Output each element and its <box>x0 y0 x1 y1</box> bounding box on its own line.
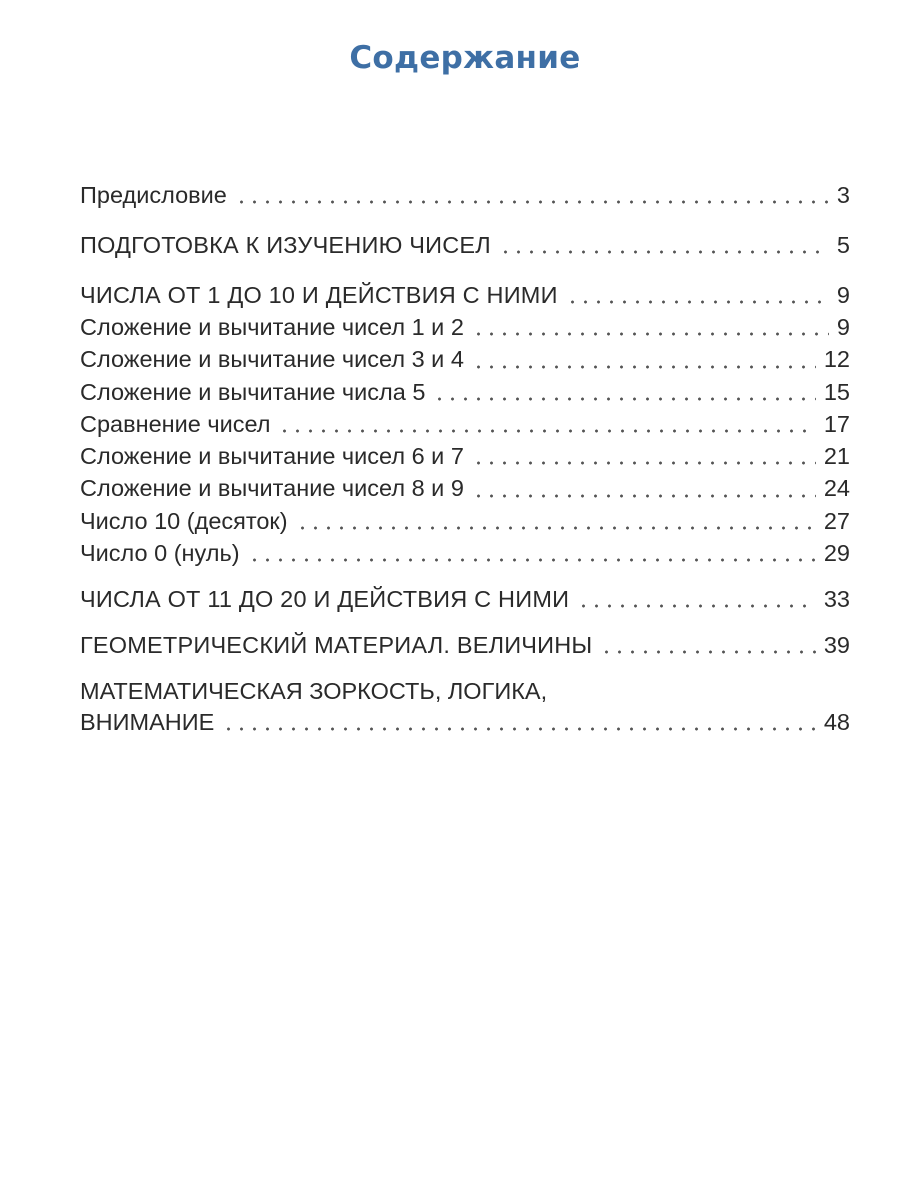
dot-leader <box>472 364 816 370</box>
toc-entry-section[interactable] <box>80 630 850 661</box>
toc-entry-page: 48 <box>823 709 850 736</box>
toc-entry-label: ПОДГОТОВКА К ИЗУЧЕНИЮ ЧИСЕЛ <box>80 232 491 258</box>
dot-leader <box>566 299 829 305</box>
toc-entry-page: 24 <box>823 475 850 502</box>
dot-leader <box>577 603 816 609</box>
page-title: Содержание <box>349 40 581 76</box>
toc-entry-section[interactable] <box>80 230 850 261</box>
toc-entry-subsection[interactable] <box>80 311 850 343</box>
toc-entry-label: Сложение и вычитание чисел 1 и 2 <box>80 314 464 340</box>
toc-entry-label: ЧИСЛА ОТ 1 ДО 10 И ДЕЙСТВИЯ С НИМИ <box>80 282 558 308</box>
toc-entry-page: 9 <box>836 282 850 308</box>
toc-entry-label: Сложение и вычитание чисел 8 и 9 <box>80 475 464 502</box>
toc-entry-label: ГЕОМЕТРИЧЕСКИЙ МАТЕРИАЛ. ВЕЛИЧИНЫ <box>80 632 593 659</box>
toc-entry-label-line1: МАТЕМАТИЧЕСКАЯ ЗОРКОСТЬ, ЛОГИКА, <box>80 678 548 705</box>
toc-entry-page: 12 <box>823 346 850 373</box>
toc-entry-page: 3 <box>836 182 850 208</box>
toc-entry-page: 5 <box>836 232 850 258</box>
toc-entry-section[interactable] <box>80 280 850 311</box>
toc-entry-page: 9 <box>836 314 850 340</box>
dot-leader <box>472 460 816 466</box>
toc-entry-label: Число 0 (нуль) <box>80 540 240 567</box>
toc-entry-subsection[interactable] <box>80 505 850 537</box>
dot-leader <box>278 428 815 434</box>
toc-entry-subsection[interactable] <box>80 343 850 375</box>
dot-leader <box>472 331 829 337</box>
dot-leader <box>296 525 816 531</box>
toc-entry-page: 17 <box>823 410 850 437</box>
toc-entry-page: 21 <box>823 443 850 470</box>
toc-entry-page: 33 <box>823 586 850 613</box>
dot-leader <box>248 557 816 563</box>
toc-entry-label: Сложение и вычитание чисел 6 и 7 <box>80 443 464 470</box>
dot-leader <box>222 726 816 732</box>
dot-leader <box>433 396 815 402</box>
dot-leader <box>235 199 829 205</box>
toc-entry-label: Число 10 (десяток) <box>80 507 288 534</box>
toc-entry-subsection[interactable] <box>80 376 850 408</box>
toc-entry-label: Сравнение чисел <box>80 410 271 437</box>
dot-leader <box>600 649 815 655</box>
dot-leader <box>499 249 829 255</box>
toc-entry-subsection[interactable] <box>80 537 850 569</box>
toc-entry-label: Предисловие <box>80 182 227 208</box>
toc-entry-subsection[interactable] <box>80 472 850 504</box>
dot-leader <box>472 493 816 499</box>
toc-entry-subsection[interactable] <box>80 408 850 440</box>
toc-entry-label-line2: ВНИМАНИЕ <box>80 709 215 736</box>
toc-entry-preface[interactable] <box>80 180 850 211</box>
toc-entry-page: 29 <box>823 540 850 567</box>
toc-entry-section[interactable] <box>80 584 850 615</box>
toc-entry-page: 15 <box>823 378 850 405</box>
table-of-contents <box>80 180 850 738</box>
toc-entry-page: 27 <box>823 507 850 534</box>
toc-entry-label: Сложение и вычитание числа 5 <box>80 378 426 405</box>
toc-entry-label: ЧИСЛА ОТ 11 ДО 20 И ДЕЙСТВИЯ С НИМИ <box>80 586 570 613</box>
toc-entry-section[interactable] <box>80 676 850 738</box>
toc-entry-subsection[interactable] <box>80 440 850 472</box>
toc-entry-page: 39 <box>823 632 850 659</box>
toc-entry-label: Сложение и вычитание чисел 3 и 4 <box>80 346 464 373</box>
